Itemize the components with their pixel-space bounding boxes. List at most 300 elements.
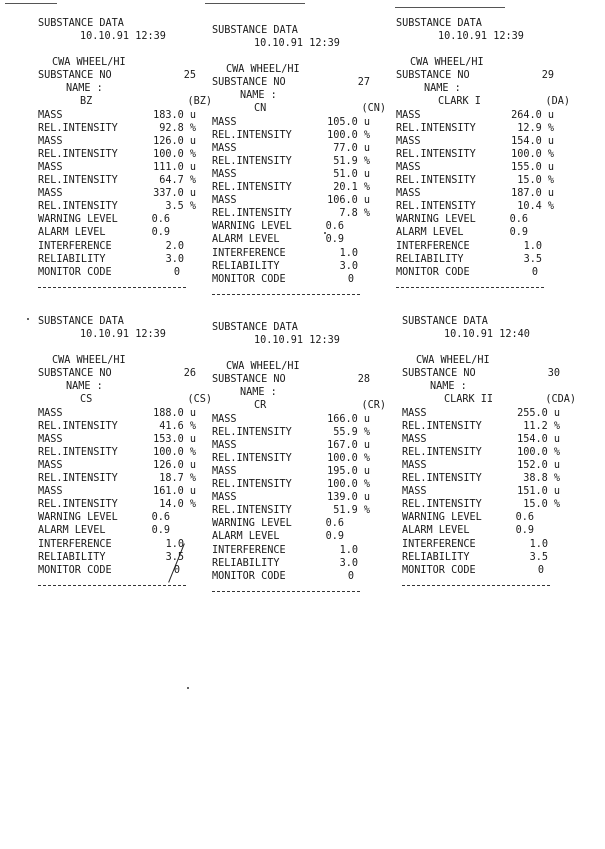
mass-label: MASS bbox=[212, 195, 237, 207]
warning-value: 0.6 bbox=[515, 512, 534, 524]
intensity-value: 100.0 % bbox=[153, 446, 196, 458]
warning-value: 0.6 bbox=[509, 214, 528, 226]
intensity-row bbox=[38, 472, 218, 485]
monitor-row bbox=[402, 564, 582, 577]
interference-value: 1.0 bbox=[523, 240, 542, 252]
intensity-value: 12.9 % bbox=[517, 122, 554, 134]
intensity-row bbox=[396, 174, 576, 187]
mass-value: 151.0 u bbox=[517, 486, 560, 498]
tear-line bbox=[38, 281, 186, 288]
mass-row bbox=[402, 433, 582, 446]
printout-title: SUBSTANCE DATA bbox=[38, 18, 124, 29]
peak-list bbox=[212, 413, 392, 518]
reliability-row bbox=[38, 551, 218, 564]
monitor-value: 0 bbox=[347, 273, 354, 285]
mass-label: MASS bbox=[396, 109, 421, 121]
intensity-row bbox=[212, 426, 392, 439]
substance-name: BZ bbox=[80, 96, 93, 108]
printout-timestamp: 10.10.91 12:39 bbox=[438, 31, 524, 43]
mass-row bbox=[212, 465, 392, 478]
mass-value: 152.0 u bbox=[517, 459, 560, 471]
intensity-value: 55.9 % bbox=[333, 426, 370, 438]
wheel-label: CWA WHEEL/HI bbox=[226, 361, 300, 373]
mass-row bbox=[212, 142, 392, 155]
warning-row bbox=[396, 213, 576, 226]
interference-label: INTERFERENCE bbox=[212, 247, 286, 259]
substance-code: (DA) bbox=[545, 96, 570, 108]
mass-label: MASS bbox=[38, 459, 63, 471]
mass-row bbox=[38, 109, 218, 122]
alarm-row bbox=[38, 226, 218, 239]
mass-label: MASS bbox=[212, 492, 237, 504]
substance-number-label: SUBSTANCE NO bbox=[396, 70, 470, 82]
name-label: NAME : bbox=[240, 90, 277, 102]
mass-label: MASS bbox=[402, 459, 427, 471]
reliability-label: RELIABILITY bbox=[212, 557, 280, 569]
mass-label: MASS bbox=[38, 109, 63, 121]
substance-number-value: 30 bbox=[547, 368, 560, 380]
substance-number-label: SUBSTANCE NO bbox=[38, 368, 112, 380]
monitor-value: 0 bbox=[531, 266, 538, 278]
mass-value: 167.0 u bbox=[327, 439, 370, 451]
substance-number-row bbox=[38, 367, 218, 380]
alarm-label: ALARM LEVEL bbox=[396, 227, 464, 239]
monitor-label: MONITOR CODE bbox=[402, 564, 476, 576]
substance-code: (CR) bbox=[361, 400, 386, 412]
intensity-row bbox=[212, 129, 392, 142]
mass-row bbox=[38, 433, 218, 446]
printout-timestamp: 10.10.91 12:39 bbox=[254, 38, 340, 50]
substance-printout bbox=[38, 315, 218, 586]
alarm-label: ALARM LEVEL bbox=[212, 531, 280, 543]
intensity-label: REL.INTENSITY bbox=[402, 473, 482, 485]
substance-printout bbox=[396, 17, 576, 288]
intensity-value: 7.8 % bbox=[339, 208, 370, 220]
substance-number-value: 25 bbox=[183, 70, 196, 82]
intensity-row bbox=[402, 446, 582, 459]
warning-label: WARNING LEVEL bbox=[38, 214, 118, 226]
mass-row bbox=[402, 485, 582, 498]
mass-row bbox=[212, 116, 392, 129]
intensity-value: 100.0 % bbox=[153, 148, 196, 160]
intensity-row bbox=[212, 452, 392, 465]
mass-value: 51.0 u bbox=[333, 168, 370, 180]
mass-value: 166.0 u bbox=[327, 413, 370, 425]
intensity-label: REL.INTENSITY bbox=[396, 122, 476, 134]
name-label: NAME : bbox=[424, 83, 461, 95]
intensity-label: REL.INTENSITY bbox=[38, 201, 118, 213]
mass-label: MASS bbox=[396, 188, 421, 200]
reliability-row bbox=[38, 253, 218, 266]
mass-label: MASS bbox=[38, 135, 63, 147]
reliability-label: RELIABILITY bbox=[212, 260, 280, 272]
reliability-row bbox=[396, 253, 576, 266]
intensity-value: 92.8 % bbox=[159, 122, 196, 134]
mass-label: MASS bbox=[212, 465, 237, 477]
interference-value: 1.0 bbox=[165, 538, 184, 550]
alarm-label: ALARM LEVEL bbox=[212, 234, 280, 246]
interference-value: 2.0 bbox=[165, 240, 184, 252]
interference-value: 1.0 bbox=[529, 538, 548, 550]
intensity-value: 3.5 % bbox=[165, 201, 196, 213]
intensity-value: 14.0 % bbox=[159, 499, 196, 511]
printout-timestamp: 10.10.91 12:39 bbox=[254, 335, 340, 347]
interference-label: INTERFERENCE bbox=[396, 240, 470, 252]
intensity-value: 18.7 % bbox=[159, 473, 196, 485]
substance-printout bbox=[212, 321, 392, 592]
interference-row bbox=[212, 247, 392, 260]
printout-timestamp: 10.10.91 12:40 bbox=[444, 329, 530, 341]
mass-row bbox=[212, 413, 392, 426]
substance-name-row bbox=[212, 102, 392, 115]
wheel-label: CWA WHEEL/HI bbox=[226, 64, 300, 76]
intensity-label: REL.INTENSITY bbox=[212, 182, 292, 194]
interference-value: 1.0 bbox=[339, 247, 358, 259]
substance-name: CLARK I bbox=[438, 96, 481, 108]
interference-label: INTERFERENCE bbox=[38, 240, 112, 252]
printout-title: SUBSTANCE DATA bbox=[38, 316, 124, 327]
interference-value: 1.0 bbox=[339, 544, 358, 556]
mass-value: 161.0 u bbox=[153, 486, 196, 498]
mass-value: 105.0 u bbox=[327, 116, 370, 128]
alarm-row bbox=[212, 233, 392, 246]
monitor-value: 0 bbox=[537, 564, 544, 576]
intensity-row bbox=[38, 148, 218, 161]
tear-line bbox=[212, 585, 360, 592]
intensity-label: REL.INTENSITY bbox=[212, 129, 292, 141]
tear-line bbox=[38, 579, 186, 586]
intensity-row bbox=[38, 174, 218, 187]
mass-row bbox=[396, 187, 576, 200]
peak-list bbox=[38, 109, 218, 214]
warning-row bbox=[212, 517, 392, 530]
name-label: NAME : bbox=[66, 83, 103, 95]
intensity-value: 20.1 % bbox=[333, 182, 370, 194]
intensity-value: 100.0 % bbox=[327, 452, 370, 464]
mass-label: MASS bbox=[212, 116, 237, 128]
intensity-value: 51.9 % bbox=[333, 155, 370, 167]
mass-value: 153.0 u bbox=[153, 433, 196, 445]
peak-list bbox=[38, 407, 218, 512]
monitor-row bbox=[38, 564, 218, 577]
intensity-row bbox=[212, 478, 392, 491]
mass-row bbox=[38, 161, 218, 174]
alarm-row bbox=[402, 524, 582, 537]
substance-number-row bbox=[212, 76, 392, 89]
warning-row bbox=[212, 220, 392, 233]
mass-label: MASS bbox=[38, 433, 63, 445]
intensity-row bbox=[212, 504, 392, 517]
intensity-value: 10.4 % bbox=[517, 201, 554, 213]
printout-title: SUBSTANCE DATA bbox=[212, 322, 298, 333]
peak-list bbox=[212, 116, 392, 221]
intensity-row bbox=[212, 181, 392, 194]
mass-row bbox=[38, 485, 218, 498]
intensity-value: 100.0 % bbox=[511, 148, 554, 160]
intensity-row bbox=[38, 446, 218, 459]
mass-label: MASS bbox=[402, 433, 427, 445]
intensity-label: REL.INTENSITY bbox=[38, 420, 118, 432]
alarm-value: 0.9 bbox=[325, 531, 344, 543]
intensity-label: REL.INTENSITY bbox=[212, 452, 292, 464]
intensity-value: 100.0 % bbox=[517, 446, 560, 458]
mass-label: MASS bbox=[212, 168, 237, 180]
mass-label: MASS bbox=[212, 413, 237, 425]
warning-value: 0.6 bbox=[151, 512, 170, 524]
mass-row bbox=[396, 135, 576, 148]
monitor-label: MONITOR CODE bbox=[396, 266, 470, 278]
intensity-value: 100.0 % bbox=[327, 129, 370, 141]
intensity-label: REL.INTENSITY bbox=[38, 499, 118, 511]
mass-value: 187.0 u bbox=[511, 188, 554, 200]
wheel-label: CWA WHEEL/HI bbox=[52, 355, 126, 367]
intensity-label: REL.INTENSITY bbox=[402, 420, 482, 432]
mass-row bbox=[38, 407, 218, 420]
mass-value: 188.0 u bbox=[153, 407, 196, 419]
reliability-value: 3.5 bbox=[165, 551, 184, 563]
mass-value: 154.0 u bbox=[517, 433, 560, 445]
intensity-label: REL.INTENSITY bbox=[38, 148, 118, 160]
warning-label: WARNING LEVEL bbox=[212, 221, 292, 233]
reliability-value: 3.5 bbox=[529, 551, 548, 563]
wheel-label: CWA WHEEL/HI bbox=[52, 57, 126, 69]
interference-row bbox=[38, 538, 218, 551]
warning-value: 0.6 bbox=[325, 518, 344, 530]
warning-value: 0.6 bbox=[151, 214, 170, 226]
alarm-value: 0.9 bbox=[325, 234, 344, 246]
intensity-value: 51.9 % bbox=[333, 505, 370, 517]
intensity-label: REL.INTENSITY bbox=[212, 155, 292, 167]
substance-number-row bbox=[212, 373, 392, 386]
intensity-row bbox=[396, 200, 576, 213]
substance-printout bbox=[212, 24, 392, 295]
mass-row bbox=[396, 161, 576, 174]
wheel-label: CWA WHEEL/HI bbox=[416, 355, 490, 367]
mass-label: MASS bbox=[38, 161, 63, 173]
peak-list bbox=[402, 407, 582, 512]
intensity-value: 38.8 % bbox=[523, 473, 560, 485]
substance-name: CR bbox=[254, 400, 267, 412]
mass-label: MASS bbox=[212, 142, 237, 154]
substance-name-row bbox=[38, 393, 218, 406]
alarm-value: 0.9 bbox=[151, 525, 170, 537]
intensity-row bbox=[396, 148, 576, 161]
printout-timestamp: 10.10.91 12:39 bbox=[80, 329, 166, 341]
intensity-label: REL.INTENSITY bbox=[396, 148, 476, 160]
substance-name-row bbox=[396, 95, 576, 108]
mass-value: 183.0 u bbox=[153, 109, 196, 121]
substance-number-row bbox=[38, 69, 218, 82]
scan-edge-line bbox=[5, 3, 57, 4]
monitor-row bbox=[212, 273, 392, 286]
scan-speck bbox=[187, 687, 189, 689]
wheel-label: CWA WHEEL/HI bbox=[410, 57, 484, 69]
reliability-row bbox=[402, 551, 582, 564]
substance-number-row bbox=[402, 367, 582, 380]
intensity-row bbox=[38, 122, 218, 135]
intensity-row bbox=[212, 155, 392, 168]
monitor-value: 0 bbox=[173, 266, 180, 278]
scan-speck bbox=[27, 318, 29, 320]
substance-name: CLARK II bbox=[444, 394, 494, 406]
warning-label: WARNING LEVEL bbox=[38, 512, 118, 524]
interference-row bbox=[396, 240, 576, 253]
intensity-label: REL.INTENSITY bbox=[396, 201, 476, 213]
substance-number-label: SUBSTANCE NO bbox=[212, 77, 286, 89]
reliability-value: 3.5 bbox=[523, 253, 542, 265]
intensity-label: REL.INTENSITY bbox=[212, 505, 292, 517]
intensity-label: REL.INTENSITY bbox=[212, 479, 292, 491]
mass-value: 255.0 u bbox=[517, 407, 560, 419]
reliability-label: RELIABILITY bbox=[38, 253, 106, 265]
interference-row bbox=[402, 538, 582, 551]
substance-printout bbox=[402, 315, 582, 586]
mass-row bbox=[212, 439, 392, 452]
mass-value: 337.0 u bbox=[153, 188, 196, 200]
substance-code: (BZ) bbox=[187, 96, 212, 108]
alarm-value: 0.9 bbox=[509, 227, 528, 239]
intensity-value: 11.2 % bbox=[523, 420, 560, 432]
mass-label: MASS bbox=[396, 135, 421, 147]
intensity-label: REL.INTENSITY bbox=[38, 473, 118, 485]
name-label: NAME : bbox=[66, 381, 103, 393]
warning-value: 0.6 bbox=[325, 221, 344, 233]
reliability-row bbox=[212, 260, 392, 273]
substance-code: (CS) bbox=[187, 394, 212, 406]
substance-name-row bbox=[212, 399, 392, 412]
scan-edge-line bbox=[395, 7, 505, 8]
intensity-value: 64.7 % bbox=[159, 175, 196, 187]
intensity-label: REL.INTENSITY bbox=[38, 175, 118, 187]
interference-label: INTERFERENCE bbox=[38, 538, 112, 550]
intensity-label: REL.INTENSITY bbox=[212, 426, 292, 438]
mass-label: MASS bbox=[396, 161, 421, 173]
mass-row bbox=[38, 187, 218, 200]
alarm-label: ALARM LEVEL bbox=[38, 525, 106, 537]
interference-label: INTERFERENCE bbox=[212, 544, 286, 556]
mass-value: 155.0 u bbox=[511, 161, 554, 173]
intensity-label: REL.INTENSITY bbox=[38, 122, 118, 134]
warning-label: WARNING LEVEL bbox=[396, 214, 476, 226]
mass-value: 111.0 u bbox=[153, 161, 196, 173]
mass-label: MASS bbox=[38, 486, 63, 498]
monitor-label: MONITOR CODE bbox=[38, 564, 112, 576]
mass-value: 126.0 u bbox=[153, 459, 196, 471]
mass-label: MASS bbox=[38, 407, 63, 419]
mass-row bbox=[212, 491, 392, 504]
alarm-value: 0.9 bbox=[151, 227, 170, 239]
printout-title: SUBSTANCE DATA bbox=[212, 25, 298, 36]
mass-label: MASS bbox=[212, 439, 237, 451]
substance-name: CS bbox=[80, 394, 93, 406]
intensity-row bbox=[402, 472, 582, 485]
intensity-row bbox=[402, 498, 582, 511]
intensity-value: 41.6 % bbox=[159, 420, 196, 432]
monitor-value: 0 bbox=[173, 564, 180, 576]
alarm-row bbox=[396, 226, 576, 239]
mass-value: 195.0 u bbox=[327, 465, 370, 477]
intensity-row bbox=[38, 498, 218, 511]
mass-row bbox=[38, 135, 218, 148]
printout-timestamp: 10.10.91 12:39 bbox=[80, 31, 166, 43]
substance-name-row bbox=[38, 95, 218, 108]
substance-number-value: 27 bbox=[357, 77, 370, 89]
name-label: NAME : bbox=[430, 381, 467, 393]
tear-line bbox=[396, 281, 544, 288]
intensity-value: 100.0 % bbox=[327, 479, 370, 491]
mass-row bbox=[38, 459, 218, 472]
mass-value: 126.0 u bbox=[153, 135, 196, 147]
substance-name-row bbox=[402, 393, 582, 406]
monitor-row bbox=[38, 266, 218, 279]
substance-number-row bbox=[396, 69, 576, 82]
intensity-value: 15.0 % bbox=[523, 499, 560, 511]
monitor-row bbox=[212, 570, 392, 583]
reliability-value: 3.0 bbox=[339, 260, 358, 272]
intensity-row bbox=[38, 200, 218, 213]
mass-label: MASS bbox=[38, 188, 63, 200]
reliability-label: RELIABILITY bbox=[38, 551, 106, 563]
reliability-row bbox=[212, 557, 392, 570]
warning-label: WARNING LEVEL bbox=[212, 518, 292, 530]
monitor-row bbox=[396, 266, 576, 279]
intensity-label: REL.INTENSITY bbox=[396, 175, 476, 187]
substance-number-label: SUBSTANCE NO bbox=[38, 70, 112, 82]
substance-code: (CN) bbox=[361, 103, 386, 115]
mass-value: 106.0 u bbox=[327, 195, 370, 207]
reliability-label: RELIABILITY bbox=[402, 551, 470, 563]
mass-value: 139.0 u bbox=[327, 492, 370, 504]
warning-row bbox=[402, 511, 582, 524]
interference-row bbox=[38, 240, 218, 253]
reliability-value: 3.0 bbox=[339, 557, 358, 569]
alarm-label: ALARM LEVEL bbox=[38, 227, 106, 239]
warning-row bbox=[38, 511, 218, 524]
mass-value: 264.0 u bbox=[511, 109, 554, 121]
monitor-label: MONITOR CODE bbox=[212, 273, 286, 285]
mass-row bbox=[212, 168, 392, 181]
mass-row bbox=[396, 109, 576, 122]
printout-title: SUBSTANCE DATA bbox=[402, 316, 488, 327]
substance-number-value: 28 bbox=[357, 374, 370, 386]
alarm-row bbox=[38, 524, 218, 537]
intensity-label: REL.INTENSITY bbox=[38, 446, 118, 458]
substance-number-label: SUBSTANCE NO bbox=[402, 368, 476, 380]
mass-label: MASS bbox=[402, 407, 427, 419]
interference-row bbox=[212, 544, 392, 557]
intensity-label: REL.INTENSITY bbox=[402, 446, 482, 458]
warning-row bbox=[38, 213, 218, 226]
monitor-value: 0 bbox=[347, 570, 354, 582]
interference-label: INTERFERENCE bbox=[402, 538, 476, 550]
name-label: NAME : bbox=[240, 387, 277, 399]
monitor-label: MONITOR CODE bbox=[38, 266, 112, 278]
scan-edge-line bbox=[205, 3, 305, 4]
printout-title: SUBSTANCE DATA bbox=[396, 18, 482, 29]
intensity-row bbox=[402, 420, 582, 433]
intensity-row bbox=[212, 207, 392, 220]
substance-name: CN bbox=[254, 103, 267, 115]
intensity-value: 15.0 % bbox=[517, 175, 554, 187]
reliability-label: RELIABILITY bbox=[396, 253, 464, 265]
alarm-label: ALARM LEVEL bbox=[402, 525, 470, 537]
warning-label: WARNING LEVEL bbox=[402, 512, 482, 524]
intensity-label: REL.INTENSITY bbox=[212, 208, 292, 220]
monitor-label: MONITOR CODE bbox=[212, 570, 286, 582]
reliability-value: 3.0 bbox=[165, 253, 184, 265]
substance-printout bbox=[38, 17, 218, 288]
mass-row bbox=[212, 194, 392, 207]
